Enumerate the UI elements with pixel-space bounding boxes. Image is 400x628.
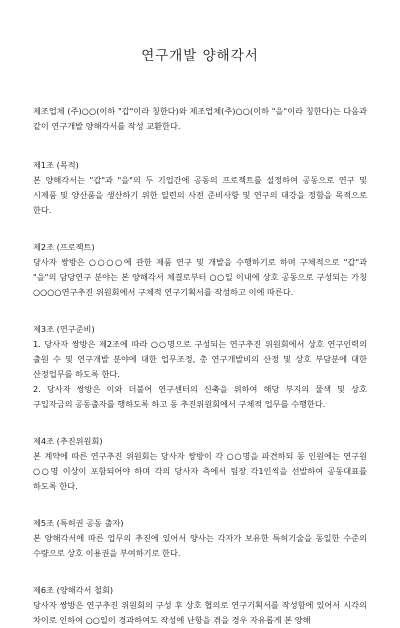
article-body: 1. 당사자 쌍방은 제2조에 따라 ○○명으로 구성되는 연구추진 위원회에서 상호 연구인력의 출원 수 및 연구개발 분야에 대한 업무조정, 총 연구개발비의 산정 및 상호 부담분에 대한 산정업무를 하도록 한다. 2. 당사자 쌍방은 이와 더불어 연구센터의 신축을 위하여 해당 부지의 물색 및 상호 구입자금의 공동출자를 행하도록 하고 동 추진위원회에서 구체적 업무를 수행한다. <box>33 339 367 409</box>
article-heading: 제6조 (양해각서 철회) <box>33 585 114 595</box>
article-heading: 제5조 (특허권 공동 출자) <box>33 518 124 528</box>
article-heading: 제3조 (연구준비) <box>33 324 95 334</box>
article-6 <box>33 583 367 628</box>
article-4 <box>33 434 367 494</box>
article-body: 본 양해각서는 "갑"과 "을"의 두 기업간에 공동의 프로젝트를 설정하여 공동으로 연구 및 시제품 및 양산품을 생산하기 위한 일련의 사전 준비사항 및 연구의 대강을 정함을 목적으로 한다. <box>33 175 367 215</box>
article-2 <box>33 240 367 300</box>
article-body: 본 계약에 따른 연구추진 위원회는 당사자 쌍방이 각 ○○명을 파견하되 동 인원에는 연구원 ○○명 이상이 포함되어야 하며 각의 당사자 측에서 팀장 각1인씩을 선발하여 공동대표를 하도록 한다. <box>33 451 367 491</box>
document-title: 연구개발 양해각서 <box>141 48 259 64</box>
article-body: 당사자 쌍방은 연구추진 위원회의 구성 후 상호 협의로 연구기획서를 작성함에 있어서 시각의 차이로 인하여 ○○일이 경과하여도 작성에 난항을 겪을 경우 자유롭게 본 양해 <box>33 600 367 625</box>
article-heading: 제2조 (프로젝트) <box>33 242 95 252</box>
article-3 <box>33 322 367 412</box>
article-body: 당사자 쌍방은 ○○○○에 관한 제품 연구 및 개발을 수행하기로 하며 구체적으로 "갑"과 "을"의 담당연구 분야는 본 양해각서 체결로부터 ○○일 이내에 상호 공동으로 구성되는 가칭 ○○○○연구추진 위원회에서 구체적 연구기획서를 작성하고 이에 따른다. <box>33 257 367 297</box>
article-heading: 제4조 (추진위원회) <box>33 436 103 446</box>
intro-paragraph: 제조업체 (주)○○(이하 "갑"이라 칭한다)와 제조업체(주)○○(이하 "을"이라 칭한다)는 다음과 같이 연구개발 양해각서를 작성 교환한다. <box>33 106 367 131</box>
article-5 <box>33 516 367 561</box>
article-1 <box>33 158 367 218</box>
article-heading: 제1조 (목적) <box>33 160 79 170</box>
article-body: 본 양해각서에 따른 업무의 추진에 있어서 양사는 각자가 보유한 특허기술을 동일한 수준의 수량으로 상호 이용권을 부여하기로 한다. <box>33 533 367 558</box>
